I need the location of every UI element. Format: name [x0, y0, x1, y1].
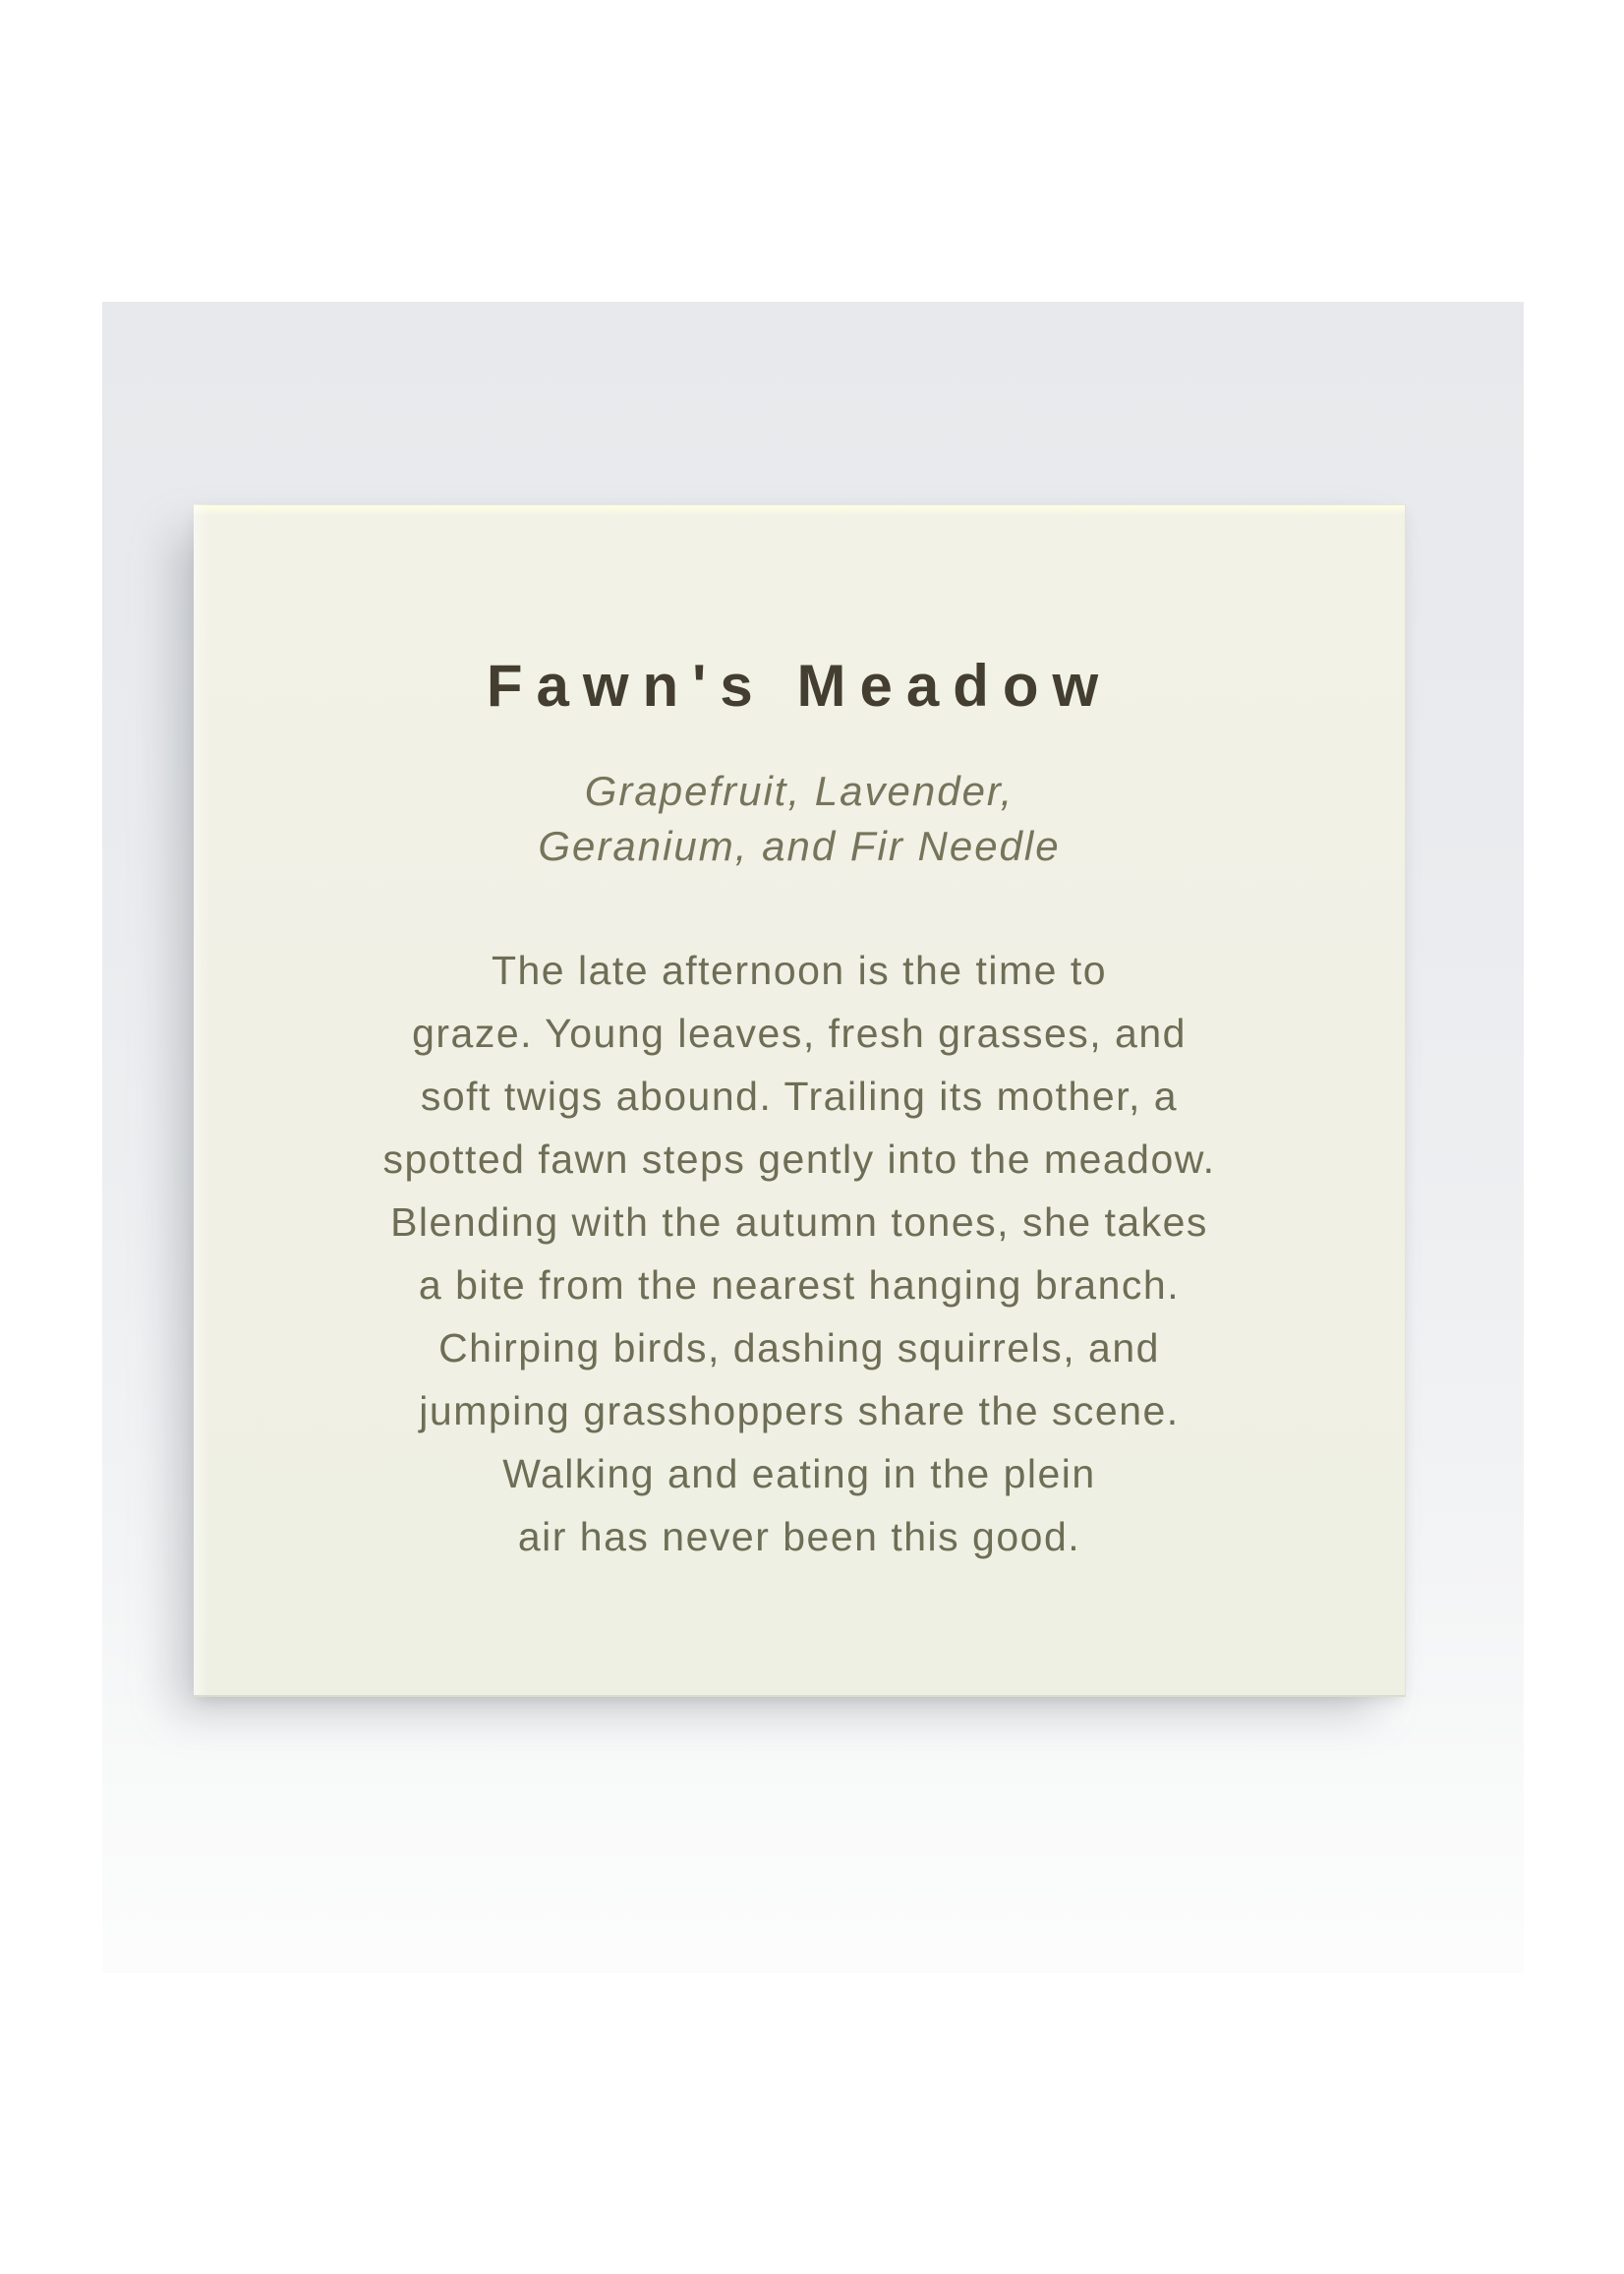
- description-line: Blending with the autumn tones, she takes: [390, 1199, 1208, 1245]
- description-line: The late afternoon is the time to: [491, 948, 1108, 993]
- box-left-edge-sheen: [194, 504, 209, 1695]
- description-line: jumping grasshoppers share the scene.: [419, 1388, 1180, 1433]
- description-line: Walking and eating in the plein: [502, 1451, 1096, 1496]
- product-title: Fawn's Meadow: [486, 653, 1113, 719]
- description-line: graze. Young leaves, fresh grasses, and: [412, 1011, 1187, 1056]
- product-photo-backdrop: [102, 302, 1524, 1973]
- scent-notes-line: Grapefruit, Lavender,: [584, 768, 1015, 814]
- box-top-edge-highlight: [194, 504, 1405, 515]
- product-description: [194, 939, 1405, 1568]
- description-line: soft twigs abound. Trailing its mother, a: [420, 1074, 1179, 1119]
- description-line: Chirping birds, dashing squirrels, and: [438, 1325, 1160, 1370]
- product-box: [194, 504, 1406, 1697]
- scent-notes-line: Geranium, and Fir Needle: [538, 823, 1061, 869]
- scent-notes: [194, 764, 1405, 874]
- description-line: spotted fawn steps gently into the meadow.: [382, 1137, 1216, 1182]
- description-line: a bite from the nearest hanging branch.: [418, 1262, 1181, 1308]
- description-line: air has never been this good.: [517, 1514, 1081, 1559]
